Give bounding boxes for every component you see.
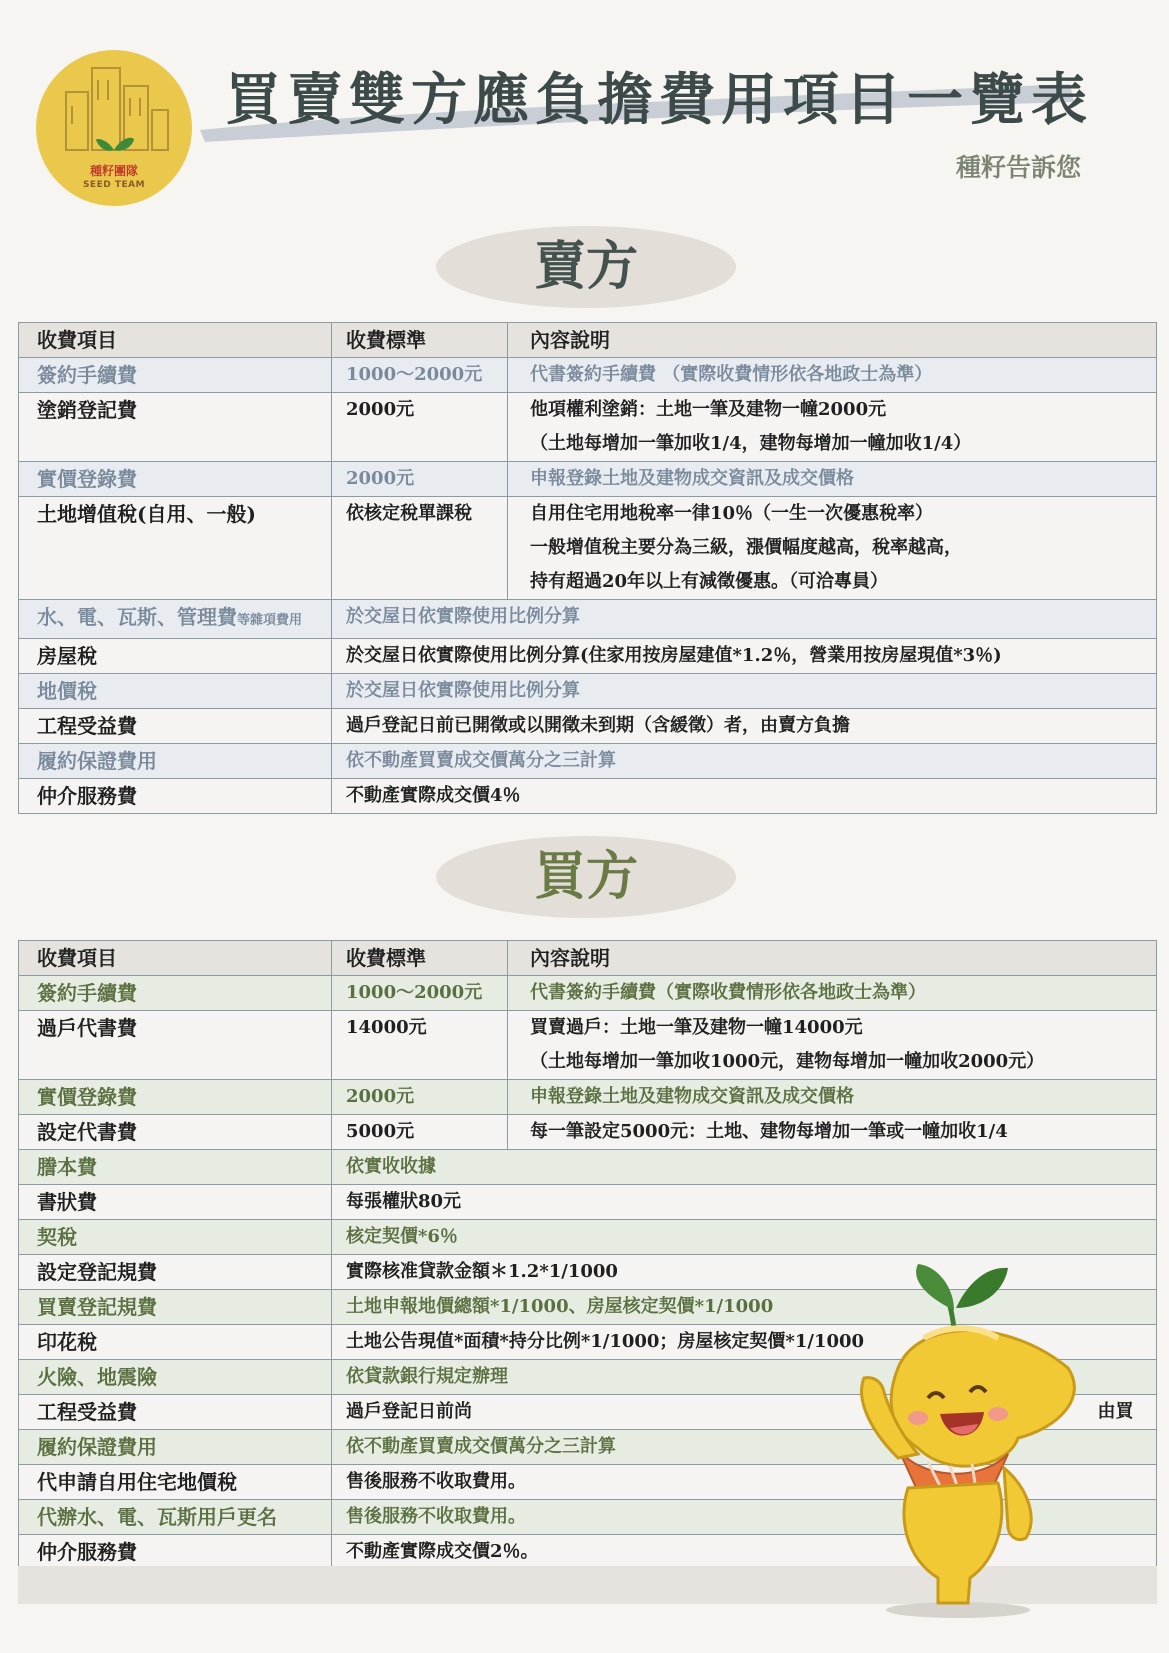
fee-item: 工程受益費 [19,1395,332,1430]
fee-item: 買賣登記規費 [19,1290,332,1325]
fee-item: 履約保證費用 [19,744,332,779]
fee-item: 實價登錄費 [19,462,332,497]
table-header-row [19,941,1157,976]
seed-mascot-illustration [858,1258,1098,1618]
fee-standard: 14000元 [332,1011,508,1080]
column-header-desc: 內容說明 [508,323,1157,358]
fee-item: 設定代書費 [19,1115,332,1150]
fee-item: 謄本費 [19,1150,332,1185]
page-subtitle: 種籽告訴您 [956,153,1082,182]
fee-standard: 2000元 [332,462,508,497]
fee-desc: 不動產實際成交價2％。 [332,1535,1157,1570]
fee-item: 過戶代書費 [19,1011,332,1080]
fee-item: 仲介服務費 [19,1535,332,1570]
table-row [19,674,1157,709]
column-header-standard: 收費標準 [332,941,508,976]
fee-desc: 售後服務不收取費用。 [332,1500,1157,1535]
fee-standard: 1000～2000元 [332,976,508,1011]
fee-item: 代辦水、電、瓦斯用戶更名 [19,1500,332,1535]
fee-item: 塗銷登記費 [19,393,332,462]
fee-desc: 代書簽約手續費 （實際收費情形依各地政士為準） [508,358,1157,393]
table-row [19,779,1157,814]
fee-desc-line: 自用住宅用地稅率一律10％（一生一次優惠稅率） [530,503,934,524]
fee-desc-line: （土地每增加一筆加收1000元，建物每增加一幢加收2000元） [530,1051,1045,1072]
table-row [19,1185,1157,1220]
fee-desc: 售後服務不收取費用。 [332,1465,1157,1500]
fee-item: 火險、地震險 [19,1360,332,1395]
fee-desc-line: 持有超過20年以上有減徵優惠。（可洽專員） [530,571,889,592]
fee-item: 簽約手續費 [19,976,332,1011]
seller-heading: 賣方 [436,226,736,308]
column-header-standard: 收費標準 [332,323,508,358]
fee-desc-text: 過戶登記日前尚 [346,1401,472,1422]
fee-standard: 2000元 [332,393,508,462]
fee-item: 仲介服務費 [19,779,332,814]
fee-item: 代申請自用住宅地價稅 [19,1465,332,1500]
fee-desc: 核定契價*6％ [332,1220,1157,1255]
table-row [19,1115,1157,1150]
fee-item: 書狀費 [19,1185,332,1220]
fee-item: 土地增值稅(自用、一般) [19,497,332,600]
table-row [19,1080,1157,1115]
table-header-row [19,323,1157,358]
table-row [19,1220,1157,1255]
fee-desc: 於交屋日依實際使用比例分算 [332,674,1157,709]
logo-name-en: SEED TEAM [82,180,146,190]
fee-item: 契稅 [19,1220,332,1255]
table-row [19,393,1157,462]
fee-desc: 每張權狀80元 [332,1185,1157,1220]
fee-desc: 於交屋日依實際使用比例分算 [332,600,1157,639]
column-header-item: 收費項目 [19,323,332,358]
fee-item [19,600,332,639]
table-row [19,358,1157,393]
fee-desc: 依實收收據 [332,1150,1157,1185]
fee-standard: 依核定稅單課稅 [332,497,508,600]
fee-item: 實價登錄費 [19,1080,332,1115]
column-header-item: 收費項目 [19,941,332,976]
fee-desc: 土地申報地價總額*1/1000、房屋核定契價*1/1000 [332,1290,1157,1325]
table-row [19,1150,1157,1185]
fee-desc: 過戶登記日前已開徵或以開徵未到期（含緩徵）者，由賣方負擔 [332,709,1157,744]
table-row [19,744,1157,779]
fee-desc: 不動產實際成交價4％ [332,779,1157,814]
fee-item: 設定登記規費 [19,1255,332,1290]
fee-standard: 1000～2000元 [332,358,508,393]
table-row [19,709,1157,744]
fee-desc: 每一筆設定5000元：土地、建物每增加一筆或一幢加收1/4 [508,1115,1157,1150]
table-row [19,462,1157,497]
table-row [19,497,1157,600]
fee-desc-line: （土地每增加一筆加收1/4，建物每增加一幢加收1/4） [530,433,972,454]
fee-item: 簽約手續費 [19,358,332,393]
fee-item: 工程受益費 [19,709,332,744]
column-header-desc: 內容說明 [508,941,1157,976]
fee-desc-line: 他項權利塗銷：土地一筆及建物一幢2000元 [530,399,887,420]
fee-item: 履約保證費用 [19,1430,332,1465]
fee-standard: 2000元 [332,1080,508,1115]
fee-desc [508,1011,1157,1080]
fee-desc: 申報登錄土地及建物成交資訊及成交價格 [508,1080,1157,1115]
fee-desc-line: 買賣過戶：土地一筆及建物一幢14000元 [530,1017,863,1038]
fee-desc: 於交屋日依實際使用比例分算(住家用按房屋建值*1.2％，營業用按房屋現值*3％) [332,639,1157,674]
fee-desc [508,497,1157,600]
buyer-heading: 買方 [436,836,736,918]
fee-desc: 代書簽約手續費（實際收費情形依各地政士為準） [508,976,1157,1011]
table-row [19,1011,1157,1080]
fee-item: 印花稅 [19,1325,332,1360]
table-row [19,600,1157,639]
fee-desc-tail: 由買 [1097,1401,1134,1422]
fee-desc [508,393,1157,462]
fee-item: 地價稅 [19,674,332,709]
table-row [19,639,1157,674]
fee-desc: 依不動產買賣成交價萬分之三計算 [332,1430,1157,1465]
table-row [19,976,1157,1011]
fee-desc: 依不動產買賣成交價萬分之三計算 [332,744,1157,779]
fee-desc: 土地公告現值*面積*持分比例*1/1000；房屋核定契價*1/1000 [332,1325,1157,1360]
page-title: 買賣雙方應負擔費用項目一覽表 [225,67,1093,133]
fee-desc-line: 一般增值稅主要分為三級，漲價幅度越高，稅率越高， [530,537,962,558]
fee-desc: 依貸款銀行規定辦理 [332,1360,1157,1395]
fee-desc: 實際核准貸款金額＊1.2*1/1000 [332,1255,1157,1290]
fee-standard: 5000元 [332,1115,508,1150]
seller-fee-table [18,322,1157,814]
fee-item: 房屋稅 [19,639,332,674]
fee-desc: 申報登錄土地及建物成交資訊及成交價格 [508,462,1157,497]
logo-name-cn: 種籽團隊 [89,164,138,178]
fee-item-note: 等雜項費用 [237,613,303,628]
fee-item-label: 水、電、瓦斯、管理費 [37,605,237,629]
